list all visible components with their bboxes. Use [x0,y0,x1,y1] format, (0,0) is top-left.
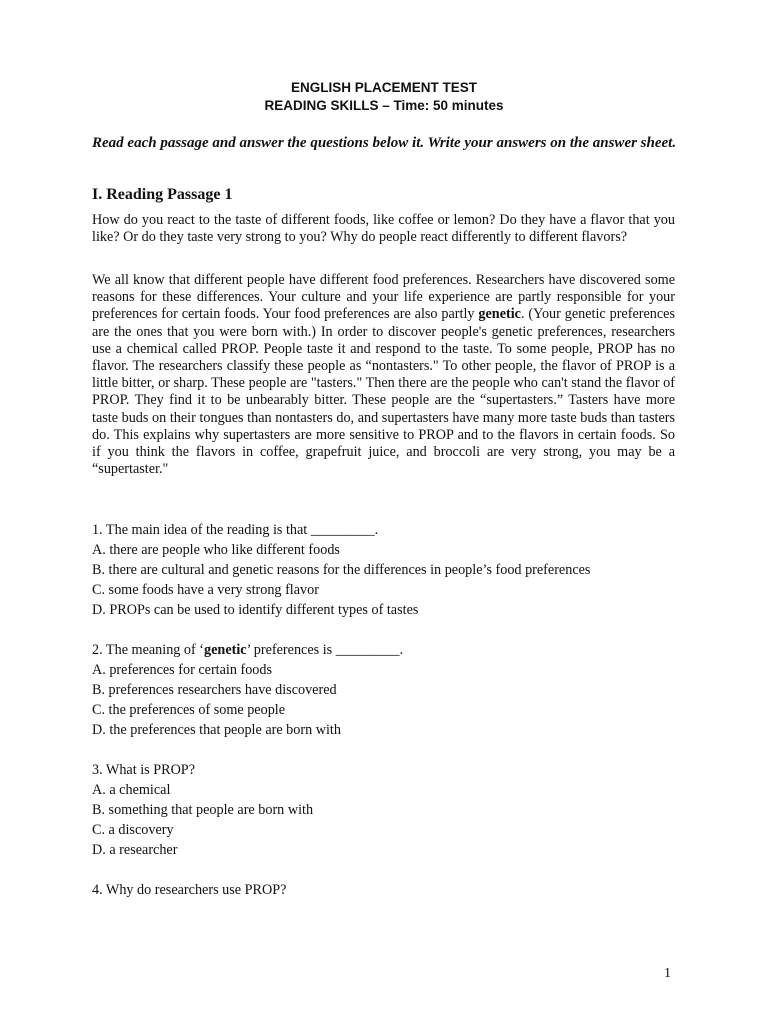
answer-option-b: B. something that people are born with [92,802,314,818]
answer-option-c: C. some foods have a very strong flavor [92,582,319,598]
test-title: ENGLISH PLACEMENT TEST [290,80,477,95]
genetic-term: genetic [478,306,521,323]
question-stem-start: 2. The meaning of ‘ [92,642,205,658]
answer-option-b: B. preferences researchers have discovered [92,682,337,698]
answer-option-c: C. the preferences of some people [92,702,286,718]
passage-paragraph-2 [92,272,675,478]
question-1 [92,520,692,620]
test-subtitle: READING SKILLS – Time: 50 minutes [264,98,504,113]
answer-option-b: B. there are cultural and genetic reasons for the differences in people’s food preferences [92,562,591,578]
paragraph-2-text-start: We all know that different people have different food preferences. Researchers have discovered some reasons for these differences. Your culture and your life experience are partly responsible for your preferences for certain foods. Your food preferences are also partly [92,272,675,323]
question-stem [92,640,692,660]
answer-option-a: A. preferences for certain foods [92,662,273,678]
answer-option-a: A. a chemical [92,782,171,798]
answer-option-d: D. PROPs can be used to identify different types of tastes [92,602,419,618]
question-2 [92,640,692,740]
question-stem: 1. The main idea of the reading is that _________. [92,522,379,538]
question-stem: 3. What is PROP? [92,762,195,778]
page-number: 1 [664,966,671,981]
section-heading: I. Reading Passage 1 [92,186,233,203]
answer-option-c: C. a discovery [92,822,174,838]
question-stem-bold-term: genetic [204,642,247,658]
question-stem-end: ’ preferences is _________. [246,642,404,658]
passage-paragraph-1: How do you react to the taste of different foods, like coffee or lemon? Do they have a flavor that you like? Or do they taste very strong to you? Why do people react differently to different flavors? [92,212,675,246]
paragraph-2-text-end: . (Your genetic preferences are the ones that you were born with.) In order to discover people's genetic preferences, researchers use a chemical called PROP. People taste it and respond to the taste. To some people, PROP has no flavor. The researchers classify these people as “nontasters." To other people, the flavor of PROP is a little bitter, or sharp. These people are "tasters." Then there are the people who can't stand the flavor of PROP. They find it to be unbearably bitter. These people are the “supertasters.” Tasters have more taste buds on their tongues than nontasters do, and supertasters have many more taste buds than tasters do. This explains why supertasters are more sensitive to PROP and to the flavors in certain foods. So if you think the flavors in coffee, grapefruit juice, and broccoli are very strong, you may be a “supertaster." [92,306,675,478]
answer-option-d: D. the preferences that people are born with [92,722,341,738]
question-3 [92,760,692,860]
question-stem: 4. Why do researchers use PROP? [92,882,287,898]
answer-option-d: D. a researcher [92,842,178,858]
question-4 [92,880,692,900]
answer-option-a: A. there are people who like different foods [92,542,340,558]
instructions: Read each passage and answer the questions below it. Write your answers on the answer sheet. [92,135,677,151]
